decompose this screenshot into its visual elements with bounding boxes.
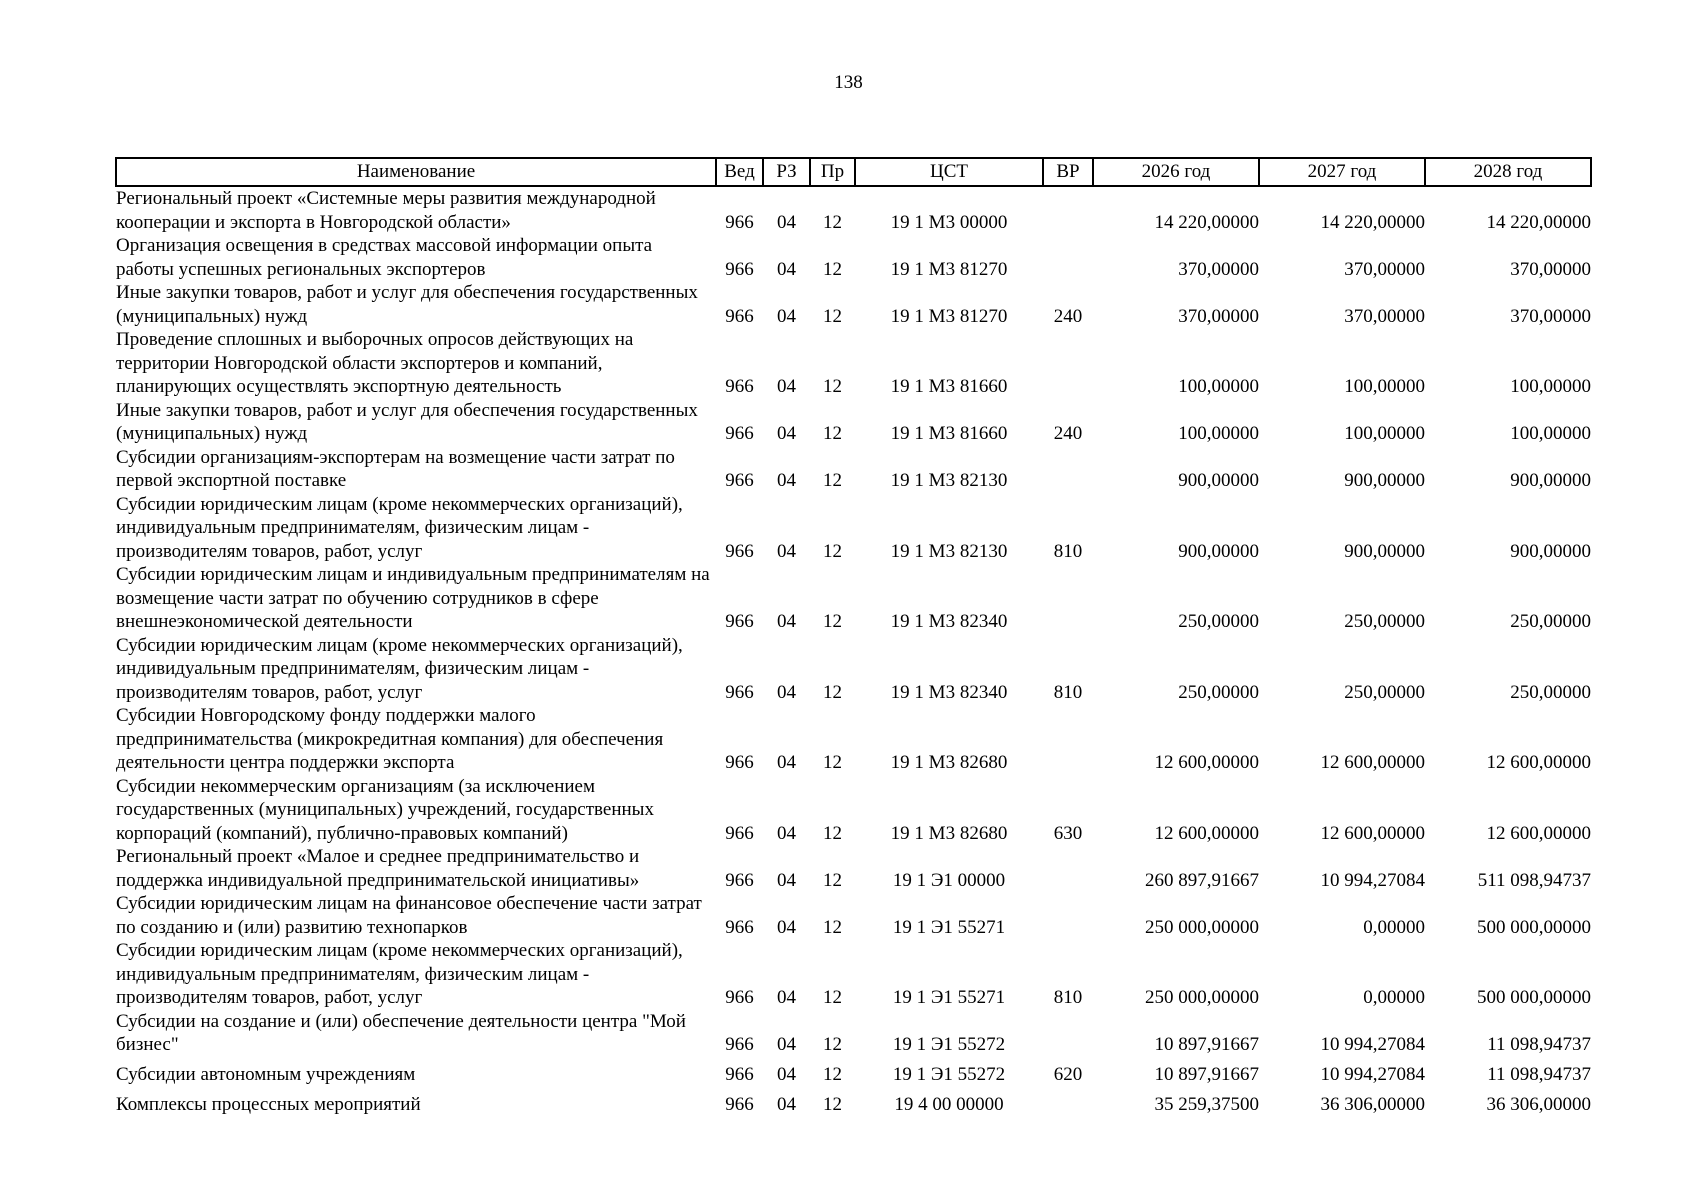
row-ved: 966 (725, 869, 754, 891)
row-2027: 10 994,27084 (1320, 869, 1425, 891)
row-2028: 370,00000 (1510, 305, 1591, 327)
table-row (116, 328, 1591, 399)
row-ved: 966 (725, 611, 754, 632)
row-vr: 620 (1053, 1064, 1083, 1085)
row-pr: 12 (823, 423, 842, 444)
row-2026: 250,00000 (1178, 681, 1259, 703)
row-vr (1043, 704, 1093, 775)
row-ved: 966 (725, 1034, 754, 1055)
row-rz: 04 (777, 540, 796, 562)
row-2027: 10 994,27084 (1320, 1064, 1425, 1085)
row-cst: 19 1 М3 81270 (890, 258, 1008, 280)
row-name: Субсидии Новгородскому фонду поддержки малого предпринимательства (микрокредитная компания) для обеспечения деятельности центра поддержки экспорта (116, 705, 664, 773)
row-rz: 04 (777, 822, 796, 844)
row-pr: 12 (823, 752, 842, 773)
row-2027: 0,00000 (1363, 987, 1425, 1008)
table-row (116, 1057, 1591, 1087)
row-cst: 19 1 Э1 55271 (892, 987, 1006, 1008)
table-row (116, 845, 1591, 892)
row-name: Субсидии юридическим лицам и индивидуальным предпринимателям на возмещение части затрат по обучению сотрудников в сфере внешнеэкономической деятельности (116, 564, 710, 632)
row-ved: 966 (725, 376, 754, 397)
row-vr (1043, 186, 1093, 234)
row-cst: 19 1 М3 82680 (890, 822, 1008, 844)
row-cst: 19 1 Э1 55271 (892, 916, 1006, 938)
table-row (116, 234, 1591, 281)
row-2028: 11 098,94737 (1487, 1064, 1591, 1085)
row-2026: 100,00000 (1178, 376, 1259, 397)
row-rz: 04 (777, 916, 796, 938)
row-name: Субсидии на создание и (или) обеспечение деятельности центра "Мой бизнес" (116, 1010, 686, 1055)
row-pr: 12 (823, 987, 842, 1008)
row-2026: 100,00000 (1178, 423, 1259, 444)
row-cst: 19 1 Э1 55272 (892, 1034, 1006, 1055)
table-row (116, 704, 1591, 775)
row-name: Организация освещения в средствах массовой информации опыта работы успешных региональных экспортеров (116, 235, 653, 280)
row-2026: 250 000,00000 (1145, 987, 1259, 1008)
row-2028: 14 220,00000 (1486, 211, 1591, 233)
table-row (116, 634, 1591, 705)
row-name: Субсидии юридическим лицам на финансовое обеспечение части затрат по созданию и (или) развитию технопарков (116, 893, 702, 938)
row-ved: 966 (725, 1094, 754, 1115)
row-rz: 04 (777, 470, 796, 491)
row-cst: 19 1 М3 82340 (890, 611, 1008, 632)
row-pr: 12 (823, 258, 842, 280)
row-vr: 240 (1053, 423, 1083, 444)
row-vr (1043, 1087, 1093, 1117)
header-row (116, 158, 1591, 186)
row-2028: 250,00000 (1510, 681, 1591, 703)
row-vr (1043, 1010, 1093, 1057)
row-2026: 35 259,37500 (1154, 1094, 1259, 1115)
budget-table (115, 157, 1592, 1117)
row-2028: 900,00000 (1510, 470, 1591, 491)
row-cst: 19 1 М3 00000 (890, 211, 1008, 233)
row-cst: 19 1 М3 82340 (890, 681, 1008, 703)
row-cst: 19 1 Э1 55272 (892, 1064, 1006, 1085)
header-2026: 2026 год (1093, 158, 1259, 186)
header-pr: Пр (810, 158, 855, 186)
row-name: Субсидии юридическим лицам (кроме некоммерческих организаций), индивидуальным предпринимателям, физическим лицам - производителям товаров, работ, услуг (116, 634, 683, 703)
row-rz: 04 (777, 1064, 796, 1085)
row-name: Иные закупки товаров, работ и услуг для обеспечения государственных (муниципальных) нужд (116, 282, 698, 327)
row-2027: 10 994,27084 (1320, 1034, 1425, 1055)
row-pr: 12 (823, 1094, 842, 1115)
row-name: Субсидии некоммерческим организациям (за исключением государственных (муниципальных) учреждений, государственных корпораций (компаний), публично-правовых компаний) (116, 775, 654, 844)
row-2026: 12 600,00000 (1154, 752, 1259, 773)
row-2027: 250,00000 (1344, 681, 1425, 703)
header-2028: 2028 год (1425, 158, 1591, 186)
row-vr: 240 (1053, 305, 1083, 327)
page-number: 138 (834, 72, 863, 93)
row-2027: 100,00000 (1344, 376, 1425, 397)
row-ved: 966 (725, 258, 754, 280)
row-cst: 19 1 Э1 00000 (892, 869, 1006, 891)
row-ved: 966 (725, 470, 754, 491)
table-row (116, 493, 1591, 564)
row-2026: 900,00000 (1178, 540, 1259, 562)
header-2027: 2027 год (1259, 158, 1425, 186)
row-2026: 370,00000 (1178, 258, 1259, 280)
row-2027: 250,00000 (1344, 611, 1425, 632)
table-row (116, 399, 1591, 446)
row-2027: 12 600,00000 (1320, 752, 1425, 773)
row-2028: 11 098,94737 (1487, 1034, 1591, 1055)
header-rz: РЗ (763, 158, 810, 186)
row-vr: 810 (1053, 540, 1083, 562)
row-name: Субсидии юридическим лицам (кроме некоммерческих организаций), индивидуальным предпринимателям, физическим лицам - производителям товаров, работ, услуг (116, 940, 683, 1008)
table-row (116, 281, 1591, 328)
row-vr (1043, 328, 1093, 399)
row-2028: 500 000,00000 (1477, 916, 1591, 938)
row-2026: 250 000,00000 (1145, 916, 1259, 938)
row-cst: 19 1 М3 82130 (890, 540, 1008, 562)
row-name: Субсидии организациям-экспортерам на возмещение части затрат по первой экспортной поставке (116, 446, 675, 491)
row-pr: 12 (823, 681, 842, 703)
row-ved: 966 (725, 987, 754, 1008)
row-rz: 04 (777, 752, 796, 773)
row-ved: 966 (725, 540, 754, 562)
row-2028: 12 600,00000 (1486, 752, 1591, 773)
table-row (116, 446, 1591, 493)
row-rz: 04 (777, 423, 796, 444)
row-rz: 04 (777, 1094, 796, 1115)
row-ved: 966 (725, 423, 754, 444)
row-rz: 04 (777, 1034, 796, 1055)
row-vr (1043, 845, 1093, 892)
row-2027: 900,00000 (1344, 540, 1425, 562)
row-2028: 370,00000 (1510, 258, 1591, 280)
row-rz: 04 (777, 869, 796, 891)
row-2028: 900,00000 (1510, 540, 1591, 562)
row-pr: 12 (823, 1064, 842, 1085)
row-2026: 900,00000 (1178, 470, 1259, 491)
row-vr: 810 (1053, 681, 1083, 703)
table-row (116, 1087, 1591, 1117)
row-2028: 250,00000 (1510, 611, 1591, 632)
row-name: Иные закупки товаров, работ и услуг для обеспечения государственных (муниципальных) нужд (116, 399, 698, 444)
row-cst: 19 1 М3 81660 (890, 423, 1008, 444)
row-pr: 12 (823, 1034, 842, 1055)
row-2027: 0,00000 (1363, 916, 1425, 938)
table-row (116, 563, 1591, 634)
table-row (116, 186, 1591, 234)
row-vr (1043, 446, 1093, 493)
header-ved: Вед (716, 158, 763, 186)
row-2027: 14 220,00000 (1320, 211, 1425, 233)
row-pr: 12 (823, 470, 842, 491)
row-pr: 12 (823, 916, 842, 938)
row-pr: 12 (823, 211, 842, 233)
header-vr: ВР (1043, 158, 1093, 186)
row-vr (1043, 892, 1093, 939)
row-rz: 04 (777, 211, 796, 233)
row-pr: 12 (823, 611, 842, 632)
row-pr: 12 (823, 540, 842, 562)
row-cst: 19 1 М3 81270 (890, 305, 1008, 327)
row-pr: 12 (823, 869, 842, 891)
table-row (116, 775, 1591, 846)
table-body (116, 186, 1591, 1117)
row-2026: 10 897,91667 (1154, 1034, 1259, 1055)
row-cst: 19 1 М3 81660 (890, 376, 1008, 397)
row-pr: 12 (823, 376, 842, 397)
row-2028: 100,00000 (1510, 423, 1591, 444)
row-ved: 966 (725, 822, 754, 844)
row-2028: 511 098,94737 (1477, 869, 1591, 891)
row-ved: 966 (725, 305, 754, 327)
row-2027: 12 600,00000 (1320, 822, 1425, 844)
row-name: Комплексы процессных мероприятий (116, 1094, 421, 1115)
row-rz: 04 (777, 681, 796, 703)
row-2026: 250,00000 (1178, 611, 1259, 632)
row-2028: 36 306,00000 (1486, 1094, 1591, 1115)
table-row (116, 1010, 1591, 1057)
row-pr: 12 (823, 822, 842, 844)
row-name: Региональный проект «Системные меры развития международной кооперации и экспорта в Новгородской области» (116, 188, 656, 233)
row-2027: 100,00000 (1344, 423, 1425, 444)
row-2026: 370,00000 (1178, 305, 1259, 327)
row-2026: 12 600,00000 (1154, 822, 1259, 844)
row-ved: 966 (725, 1064, 754, 1085)
row-cst: 19 1 М3 82130 (890, 470, 1008, 491)
header-cst: ЦСТ (855, 158, 1043, 186)
row-ved: 966 (725, 681, 754, 703)
row-2028: 12 600,00000 (1486, 822, 1591, 844)
row-2026: 260 897,91667 (1145, 869, 1259, 891)
row-cst: 19 1 М3 82680 (890, 752, 1008, 773)
row-rz: 04 (777, 611, 796, 632)
row-2027: 36 306,00000 (1320, 1094, 1425, 1115)
row-name: Проведение сплошных и выборочных опросов действующих на территории Новгородской области экспортеров и компаний, планирующих осуществлять экспортную деятельность (116, 329, 634, 397)
header-name: Наименование (116, 158, 716, 186)
row-ved: 966 (725, 211, 754, 233)
row-rz: 04 (777, 258, 796, 280)
row-name: Региональный проект «Малое и среднее предпринимательство и поддержка индивидуальной предпринимательской инициативы» (116, 846, 640, 891)
row-vr (1043, 234, 1093, 281)
row-cst: 19 4 00 00000 (894, 1094, 1004, 1115)
row-name: Субсидии автономным учреждениям (116, 1064, 416, 1085)
row-2028: 500 000,00000 (1477, 987, 1591, 1008)
row-2027: 900,00000 (1344, 470, 1425, 491)
table-row (116, 892, 1591, 939)
row-rz: 04 (777, 305, 796, 327)
row-rz: 04 (777, 987, 796, 1008)
row-2026: 14 220,00000 (1154, 211, 1259, 233)
row-2026: 10 897,91667 (1154, 1064, 1259, 1085)
row-2027: 370,00000 (1344, 305, 1425, 327)
row-vr: 810 (1053, 987, 1083, 1008)
row-2028: 100,00000 (1510, 376, 1591, 397)
row-vr (1043, 563, 1093, 634)
row-2027: 370,00000 (1344, 258, 1425, 280)
row-rz: 04 (777, 376, 796, 397)
table-row (116, 939, 1591, 1010)
row-vr: 630 (1053, 822, 1083, 844)
row-ved: 966 (725, 752, 754, 773)
row-name: Субсидии юридическим лицам (кроме некоммерческих организаций), индивидуальным предпринимателям, физическим лицам - производителям товаров, работ, услуг (116, 493, 683, 562)
row-pr: 12 (823, 305, 842, 327)
table-header (116, 158, 1591, 186)
row-ved: 966 (725, 916, 754, 938)
